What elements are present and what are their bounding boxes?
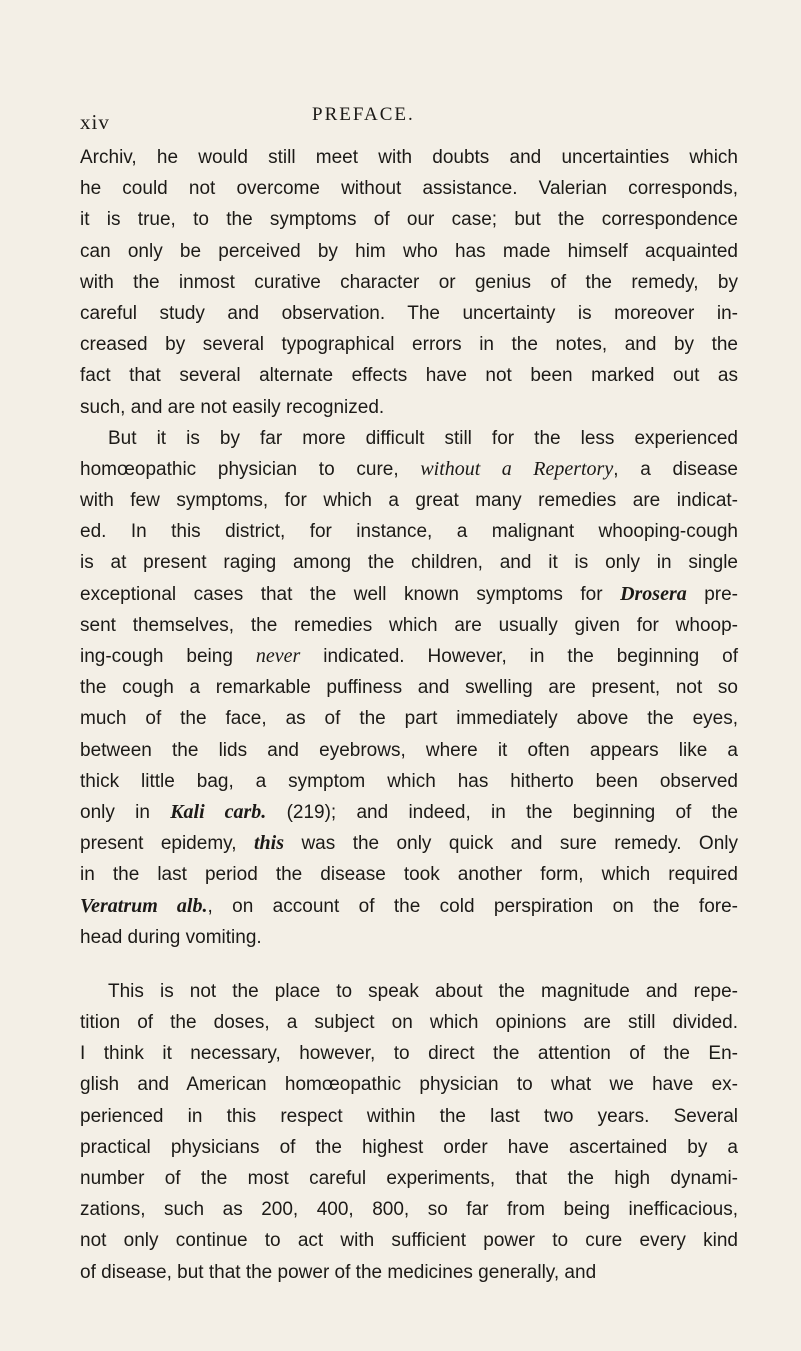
text-line (80, 859, 738, 890)
text-run: in the last period the disease took another form, which required (80, 864, 738, 886)
text-run: , on account of the cold perspiration on the fore- (207, 895, 738, 917)
text-line (80, 204, 738, 235)
text-line (80, 641, 738, 672)
text-run: exceptional cases that the well known symptoms for (80, 583, 621, 605)
text-line (80, 485, 738, 516)
text-line (80, 1038, 738, 1069)
text-line (80, 610, 738, 641)
paragraph (80, 423, 738, 953)
text-run: is at present raging among the children, and it is only in single (80, 552, 738, 574)
text-run: zations, such as 200, 400, 800, so far from being inefficacious, (80, 1199, 738, 1221)
emphasized-text: this (253, 832, 284, 855)
paragraph-gap (80, 953, 738, 976)
text-run: it is true, to the symptoms of our case; but the correspondence (80, 209, 738, 231)
text-run: pre- (686, 583, 738, 605)
text-line (80, 1225, 738, 1256)
text-line (80, 547, 738, 578)
text-run: But it is by far more difficult still for the less experienced (108, 427, 738, 449)
text-run: practical physicians of the highest order have ascertained by a (80, 1136, 738, 1158)
text-line (80, 1069, 738, 1100)
text-line (80, 703, 738, 734)
text-run: head during vomiting. (80, 926, 262, 948)
text-run: only in (80, 801, 171, 823)
body-text (80, 142, 738, 1288)
text-line (80, 236, 738, 267)
text-line (80, 516, 738, 547)
text-run: indicated. However, in the beginning of (300, 646, 739, 667)
text-run: much of the face, as of the part immediately above the eyes, (80, 708, 738, 730)
text-run: careful study and observation. The uncertainty is moreover in- (80, 302, 738, 324)
text-run: (219); and indeed, in the beginning of the (266, 801, 738, 823)
text-run: creased by several typographical errors in the notes, and by the (80, 334, 738, 356)
text-line (80, 298, 738, 329)
text-run: he could not overcome without assistance. Valerian corresponds, (80, 178, 738, 200)
emphasized-text: never (255, 645, 301, 667)
text-line (80, 766, 738, 797)
text-line (80, 1163, 738, 1194)
text-run: homœopathic physician to cure, (80, 458, 421, 480)
text-line (80, 360, 738, 391)
text-run: ing-cough being (80, 646, 256, 667)
text-run: Archiv, he would still meet with doubts and uncertainties which (80, 147, 738, 168)
text-run: of disease, but that the power of the medicines generally, and (80, 1261, 597, 1283)
emphasized-text: without a Repertory (420, 457, 614, 480)
text-line (80, 735, 738, 766)
text-run: This is not the place to speak about the magnitude and repe- (108, 980, 738, 1002)
text-line (80, 142, 738, 173)
text-run: sent themselves, the remedies which are usually given for whoop- (80, 614, 738, 636)
text-run: thick little bag, a symptom which has hitherto been observed (80, 770, 738, 792)
text-run: the cough a remarkable puffiness and swelling are present, not so (80, 677, 738, 699)
text-line (80, 1132, 738, 1163)
text-run: present epidemy, (80, 833, 254, 855)
text-run: number of the most careful experiments, that the high dynami- (80, 1168, 738, 1189)
text-run: with the inmost curative character or genius of the remedy, by (80, 271, 738, 293)
text-run: such, and are not easily recognized. (80, 396, 385, 418)
text-line (80, 797, 738, 828)
text-run: fact that several alternate effects have not been marked out as (80, 365, 738, 387)
page-number: xiv (80, 110, 110, 134)
text-line (80, 267, 738, 298)
text-run: not only continue to act with sufficient power to cure every kind (80, 1230, 738, 1252)
text-line (80, 579, 738, 610)
text-line (80, 173, 738, 204)
emphasized-text: Veratrum alb. (80, 894, 208, 917)
text-line (80, 1007, 738, 1038)
emphasized-text: Kali carb. (170, 800, 267, 823)
text-line (80, 454, 738, 485)
text-run: glish and American homœopathic physician to what we have ex- (80, 1074, 738, 1096)
text-line (80, 891, 738, 922)
text-run: I think it necessary, however, to direct the attention of the En- (80, 1043, 738, 1065)
text-line (80, 976, 738, 1007)
text-line (80, 1101, 738, 1132)
text-line (80, 423, 738, 454)
running-head: PREFACE. (312, 104, 415, 125)
paragraph (80, 976, 738, 1288)
text-run: ed. In this district, for instance, a malignant whooping-cough (80, 521, 738, 543)
text-line (80, 828, 738, 859)
text-line (80, 922, 738, 953)
text-run: perienced in this respect within the last two years. Several (80, 1105, 738, 1127)
text-line (80, 329, 738, 360)
text-run: with few symptoms, for which a great many remedies are indicat- (80, 490, 738, 512)
text-line (80, 672, 738, 703)
emphasized-text: Drosera (620, 582, 687, 605)
paragraph (80, 142, 738, 423)
text-run: between the lids and eyebrows, where it often appears like a (80, 739, 738, 761)
text-line (80, 1194, 738, 1225)
text-line (80, 1257, 738, 1288)
text-run: was the only quick and sure remedy. Only (284, 833, 738, 855)
page-header (80, 104, 740, 134)
text-run: tition of the doses, a subject on which opinions are still divided. (80, 1012, 738, 1034)
text-run: , a disease (613, 458, 738, 480)
text-run: can only be perceived by him who has made himself acquainted (80, 240, 738, 262)
text-line (80, 392, 738, 423)
